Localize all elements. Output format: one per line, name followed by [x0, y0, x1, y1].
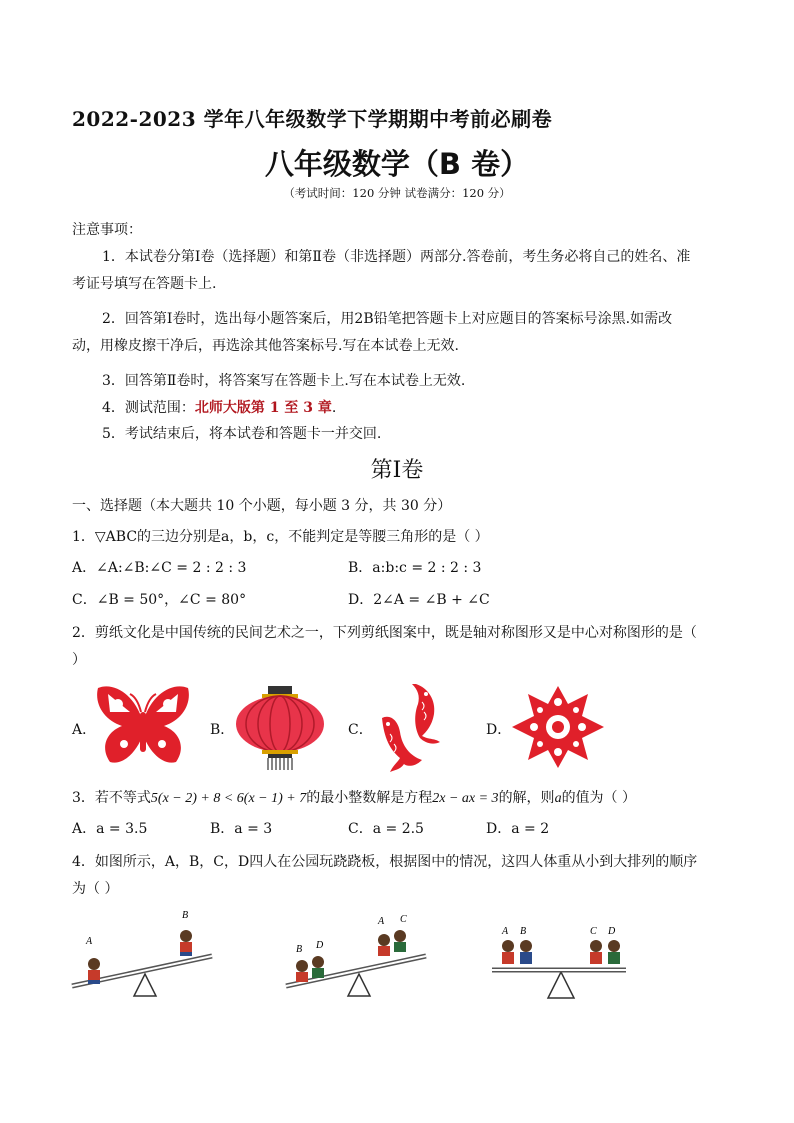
- q3-stem-part-2: 的最小整数解是方程: [306, 790, 433, 806]
- series-title: 2022-2023 学年八年级数学下学期期中考前必刷卷: [72, 107, 553, 131]
- fig3-label-c: C: [590, 926, 597, 937]
- note-item-3: 3．回答第Ⅱ卷时，将答案写在答题卡上.写在本试卷上无效.: [102, 373, 466, 389]
- q3-stem-part-1: 3．若不等式: [72, 790, 151, 806]
- q2-label-c: C．: [348, 722, 373, 738]
- fig2-label-d: D: [316, 940, 324, 951]
- q3-stem-part-3: 的解，则: [498, 790, 555, 806]
- note-item-2: 2．回答第Ⅰ卷时，选出每小题答案后，用2B铅笔把答题卡上对应题目的答案标号涂黑.如需改动，用橡皮擦干净后，再选涂其他答案标号.写在本试卷上无效.: [72, 311, 673, 354]
- kid-c-icon: [394, 930, 406, 952]
- seesaw-figure-2: [280, 906, 430, 1002]
- fig2-label-b: B: [296, 944, 303, 955]
- note-item-4-prefix: 4．测试范围：: [102, 400, 195, 416]
- q3-option-b: B．a = 3: [210, 821, 273, 837]
- kid-a-icon: [378, 934, 390, 956]
- note-item-5: 5．考试结束后，将本试卷和答题卡一并交回.: [102, 426, 382, 442]
- part-heading: 一、选择题（本大题共 10 个小题，每小题 3 分，共 30 分）: [72, 498, 452, 514]
- q3-option-c: C．a = 2.5: [348, 821, 424, 837]
- lantern-papercut-image: [232, 684, 328, 770]
- main-title: 八年级数学（B 卷）: [264, 147, 530, 181]
- note-item-4-suffix: .: [331, 400, 337, 416]
- q1-stem: 1．▽ABC的三边分别是a，b，c，不能判定是等腰三角形的是（ ）: [72, 529, 489, 545]
- q1-option-d: D．2∠A = ∠B + ∠C: [348, 592, 490, 608]
- q4-stem: 4．如图所示，A，B，C，D四人在公园玩跷跷板，根据图中的情况，这四人体重从小到大排列的顺序为（ ）: [72, 854, 698, 897]
- notes-heading: 注意事项：: [72, 222, 142, 238]
- q3-stem: [72, 787, 702, 807]
- section-title: 第Ⅰ卷: [370, 458, 424, 483]
- fig2-label-a: A: [378, 916, 385, 927]
- note-item-4: [72, 395, 692, 422]
- snowflake-papercut-image: [510, 684, 606, 770]
- q1-option-a: A．∠A:∠B:∠C = 2 : 2 : 3: [72, 560, 247, 576]
- kid-d-icon: [312, 956, 324, 978]
- exam-subtitle: （考试时间：120 分钟 试卷满分：120 分）: [283, 186, 511, 200]
- q3-variable: a: [554, 791, 562, 806]
- kid-d-icon: [608, 940, 620, 964]
- kid-a-icon: [88, 958, 100, 984]
- q2-label-a: A．: [72, 722, 97, 738]
- q1-option-b: B．a:b:c = 2 : 2 : 3: [348, 560, 482, 576]
- kid-b-icon: [296, 960, 308, 982]
- fig3-label-b: B: [520, 926, 527, 937]
- koi-fish-papercut-image: [370, 678, 450, 772]
- q3-stem-part-4: 的值为（ ）: [561, 790, 637, 806]
- fig1-label-a: A: [86, 936, 93, 947]
- butterfly-papercut-image: [94, 682, 192, 768]
- fig2-label-c: C: [400, 914, 407, 925]
- q3-inequality: 5(x − 2) + 8 < 6(x − 1) + 7: [150, 791, 307, 806]
- q1-option-c: C．∠B = 50°，∠C = 80°: [72, 592, 247, 608]
- q2-stem: 2．剪纸文化是中国传统的民间艺术之一，下列剪纸图案中，既是轴对称图形又是中心对称图形的是（ ）: [72, 625, 697, 668]
- q3-equation: 2x − ax = 3: [432, 791, 499, 806]
- fig3-label-a: A: [502, 926, 509, 937]
- q3-option-d: D．a = 2: [486, 821, 550, 837]
- kid-a-icon: [502, 940, 514, 964]
- fig3-label-d: D: [608, 926, 616, 937]
- kid-c-icon: [590, 940, 602, 964]
- q2-label-b: B．: [210, 722, 235, 738]
- seesaw-figure-3: [486, 918, 632, 1002]
- kid-b-icon: [520, 940, 532, 964]
- q3-option-a: A．a = 3.5: [72, 821, 148, 837]
- q2-label-d: D．: [486, 722, 512, 738]
- fig1-label-b: B: [182, 910, 189, 921]
- note-item-1: 1．本试卷分第Ⅰ卷（选择题）和第Ⅱ卷（非选择题）两部分.答卷前，考生务必将自己的姓名、准考证号填写在答题卡上.: [72, 249, 691, 292]
- kid-b-icon: [180, 930, 192, 956]
- test-scope-highlight: 北师大版第 1 至 3 章: [194, 400, 332, 416]
- seesaw-figure-1: [66, 906, 216, 1002]
